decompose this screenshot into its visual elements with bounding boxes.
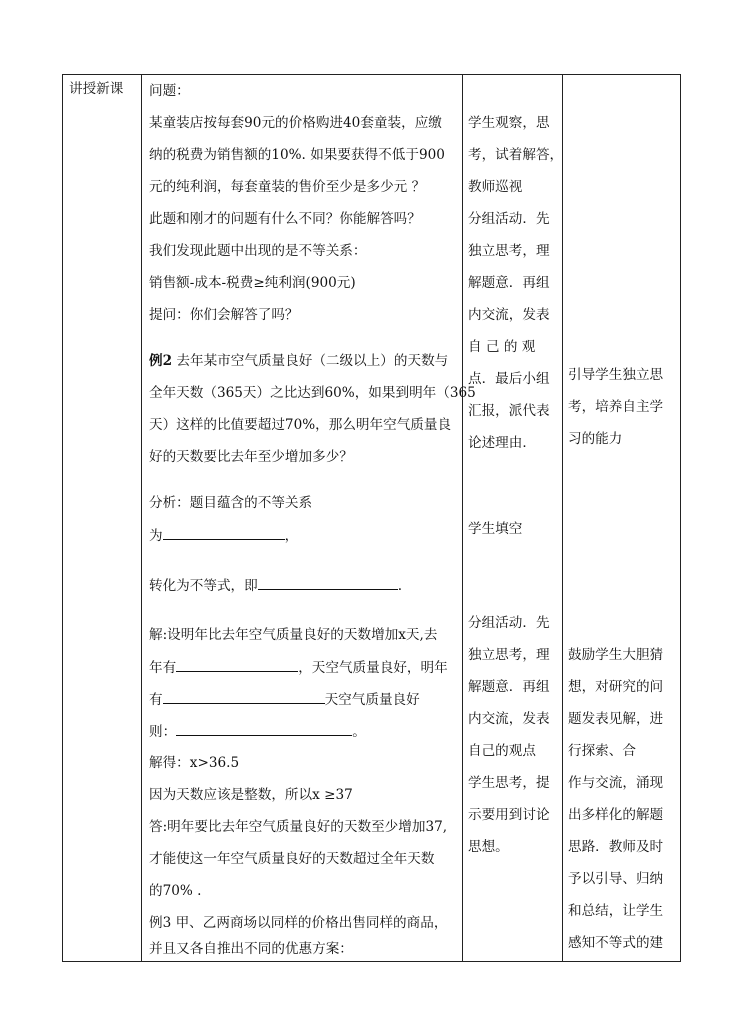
content-line: 解得：x>36.5: [149, 755, 240, 771]
activity-line: 分组活动．先: [468, 211, 550, 227]
answer-blank[interactable]: [163, 691, 325, 704]
content-line: 答:明年要比去年空气质量良好的天数至少增加37,: [149, 819, 448, 835]
fill-line: [149, 723, 366, 740]
activity-line: 学生观察，思: [468, 115, 550, 131]
content-text: 有: [149, 692, 163, 708]
fill-line: [149, 527, 298, 544]
intent-line: 出多样化的解题: [568, 807, 664, 823]
content-line: 解:设明年比去年空气质量良好的天数增加x天,去: [149, 627, 438, 643]
content-text: 为: [149, 528, 163, 544]
content-line: 的70% .: [149, 883, 202, 899]
content-line: 某童装店按每套90元的价格购进40套童装，应缴: [149, 115, 442, 131]
activity-line: 思想。: [468, 839, 509, 855]
intent-line: 题发表见解，进: [568, 711, 664, 727]
activity-line: 示要用到讨论: [468, 807, 550, 823]
content-text: 天空气质量良好: [324, 692, 420, 708]
activity-line: 独立思考，理: [468, 243, 550, 259]
answer-blank[interactable]: [176, 659, 298, 672]
content-text: .: [397, 578, 403, 594]
content-line: 此题和刚才的问题有什么不同？你能解答吗？: [149, 211, 421, 227]
student-activity-cell: [463, 75, 563, 962]
content-line: 才能使这一年空气质量良好的天数超过全年天数: [149, 851, 435, 867]
answer-blank[interactable]: [163, 527, 285, 540]
content-text: ，: [284, 528, 299, 544]
content-line: 全年天数（365天）之比达到60%，如果到明年（365: [149, 385, 476, 401]
fill-line: [149, 659, 448, 676]
fill-line: [149, 577, 402, 594]
answer-blank[interactable]: [258, 577, 398, 590]
activity-line: 考，试着解答，: [468, 147, 564, 163]
question-heading: 问题：: [149, 83, 190, 99]
intent-line: 想，对研究的问: [568, 679, 664, 695]
content-text: 年有: [149, 660, 177, 676]
activity-line: 内交流，发表: [468, 307, 550, 323]
activity-line: 学生思考，提: [468, 775, 550, 791]
content-text: ，天空气质量良好，明年: [298, 660, 448, 676]
intent-line: 习的能力: [568, 431, 623, 447]
activity-line: 自 己 的 观: [468, 339, 536, 355]
section-cell: [63, 75, 142, 962]
intent-line: 予以引导、归纳: [568, 871, 664, 887]
fill-line: [149, 691, 420, 708]
intent-line: 行探索、合: [568, 743, 636, 759]
activity-line: 解题意．再组: [468, 275, 550, 291]
content-line: 我们发现此题中出现的是不等关系：: [149, 243, 367, 259]
intent-line: 感知不等式的建: [568, 935, 664, 951]
content-cell: [142, 75, 476, 962]
content-line: 天）这样的比值要超过70%，那么明年空气质量良: [149, 417, 452, 433]
content-text: 。: [352, 724, 366, 740]
content-line: 好的天数要比去年至少增加多少？: [149, 449, 353, 465]
example-2-label: 例2: [149, 353, 173, 369]
activity-line: 内交流，发表: [468, 711, 550, 727]
intent-line: 作与交流，涌现: [568, 775, 664, 791]
activity-line: 自己的观点: [468, 743, 536, 759]
activity-line: 汇报，派代表: [468, 403, 550, 419]
content-line: 例3 甲、乙两商场以同样的价格出售同样的商品，: [149, 915, 448, 931]
content-line: 销售额-成本-税费≥纯利润(900元): [149, 275, 356, 291]
intent-line: 鼓励学生大胆猜: [568, 647, 664, 663]
intent-line: 引导学生独立思: [568, 367, 664, 383]
activity-line: 论述理由．: [468, 435, 536, 451]
intent-line: 思路．教师及时: [568, 839, 664, 855]
example-2-line: [149, 353, 448, 369]
content-text: 转化为不等式，即: [149, 578, 258, 594]
design-intent-cell: [563, 75, 681, 962]
content-line: 元的纯利润，每套童装的售价至少是多少元 ？: [149, 179, 426, 195]
content-line: 提问：你们会解答了吗？: [149, 307, 299, 323]
activity-line: 独立思考，理: [468, 647, 550, 663]
answer-blank[interactable]: [176, 723, 352, 736]
content-line: 纳的税费为销售额的10%. 如果要获得不低于900: [149, 147, 445, 163]
content-line: 并且又各自推出不同的优惠方案：: [149, 941, 353, 957]
intent-line: 和总结，让学生: [568, 903, 664, 919]
activity-line: 学生填空: [468, 521, 523, 537]
content-line: 因为天数应该是整数，所以x ≥37: [149, 787, 353, 803]
section-label: 讲授新课: [69, 81, 124, 97]
activity-line: 点．最后小组: [468, 371, 550, 387]
table-row: [63, 75, 681, 962]
content-text: 去年某市空气质量良好（二级以上）的天数与: [172, 353, 449, 369]
activity-line: 解题意．再组: [468, 679, 550, 695]
lesson-plan-table: [62, 74, 681, 962]
content-text: 则：: [149, 724, 177, 740]
content-line: 分析：题目蕴含的不等关系: [149, 495, 313, 511]
activity-line: 分组活动．先: [468, 615, 550, 631]
activity-line: 教师巡视: [468, 179, 523, 195]
intent-line: 考，培养自主学: [568, 399, 664, 415]
